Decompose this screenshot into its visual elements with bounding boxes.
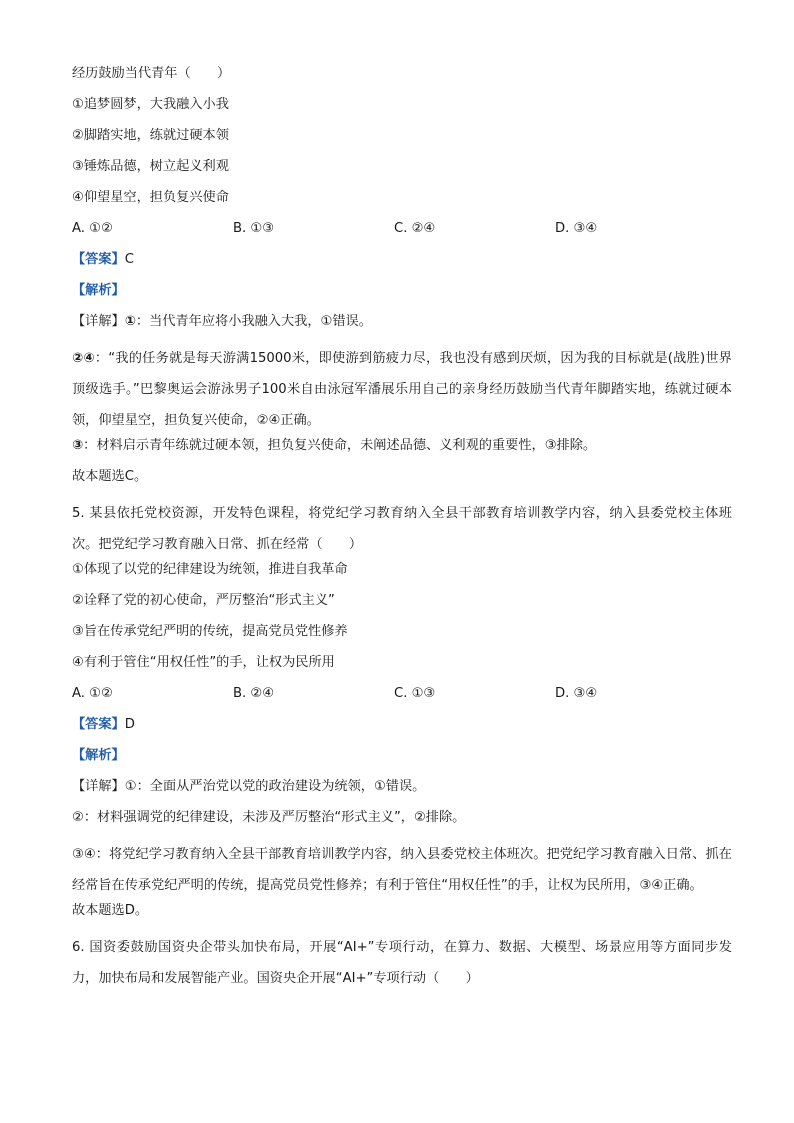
q4-answer: [72, 250, 732, 281]
q4-item-3: ③锤炼品德，树立起义利观: [72, 159, 229, 174]
q4-option-a: A. ①②: [72, 221, 113, 236]
q4-detail-3: ③：材料启示青年练就过硬本领，担负复兴使命，未阐述品德、义利观的重要性，③排除。: [72, 438, 597, 453]
q4-analysis-label: 【解析】: [72, 283, 125, 298]
answer-label: 【答案】: [72, 252, 125, 267]
q5-analysis-label: 【解析】: [72, 748, 125, 763]
document-page: [72, 64, 732, 994]
q4-options: [72, 219, 732, 250]
q5-detail-3: ③④：将党纪学习教育纳入全县干部教育培训教学内容，纳入县委党校主体班次。把党纪学习教育融入日常、抓在经常旨在传承党纪严明的传统，提高党员党性修养；有利于管住“用权任性”的手，让权为民所用，③④正确。: [72, 847, 732, 893]
detail-label: 【详解】: [72, 314, 125, 329]
q4-option-b: B. ①③: [233, 221, 275, 236]
q4-item-4: ④仰望星空，担负复兴使命: [72, 190, 229, 205]
q6-stem: 6. 国资委鼓励国资央企带头加快布局，开展“AI+”专项行动，在算力、数据、大模型、场景应用等方面同步发力，加快布局和发展智能产业。国资央企开展“AI+”专项行动（ ）: [72, 940, 732, 986]
q5-option-a: A. ①②: [72, 686, 113, 701]
q4-detail-1: 【详解】①：当代青年应将小我融入大我，①错误。: [72, 314, 372, 329]
q5-stem: 5. 某县依托党校资源，开发特色课程，将党纪学习教育纳入全县干部教育培训教学内容，纳入县委党校主体班次。把党纪学习教育融入日常、抓在经常（ ）: [72, 506, 732, 552]
q5-item-4: ④有利于管住“用权任性”的手，让权为民所用: [72, 655, 335, 670]
q5-item-3: ③旨在传承党纪严明的传统，提高党员党性修养: [72, 624, 348, 639]
answer-value: C: [124, 252, 134, 267]
q4-detail-2: ②④：“我的任务就是每天游满15000米，即使游到筋疲力尽，我也没有感到厌烦，因为我的目标就是(战胜)世界顶级选手。”巴黎奥运会游泳男子100米自由泳冠军潘展乐用自己的亲身经历鼓励当代青年脚踏实地，练就过硬本领，仰望星空，担负复兴使命，②④正确。: [72, 351, 732, 428]
q4-stem-tail: 经历鼓励当代青年（ ）: [72, 66, 231, 81]
q4-option-d: D. ③④: [555, 221, 598, 236]
q5-item-2: ②诠释了党的初心使命，严厉整治“形式主义”: [72, 593, 335, 608]
q4-conclusion: 故本题选C。: [72, 469, 148, 484]
q5-answer: 【答案】D: [72, 717, 135, 732]
q5-options: [72, 684, 732, 715]
q5-option-d: D. ③④: [555, 686, 598, 701]
q5-item-1: ①体现了以党的纪律建设为统领，推进自我革命: [72, 562, 348, 577]
q5-conclusion: 故本题选D。: [72, 903, 149, 918]
q5-detail-2: ②：材料强调党的纪律建设，未涉及严厉整治“形式主义”，②排除。: [72, 810, 466, 825]
q4-item-1: ①追梦圆梦，大我融入小我: [72, 97, 229, 112]
q5-option-b: B. ②④: [233, 686, 275, 701]
q5-detail-1: 【详解】①：全面从严治党以党的政治建设为统领，①错误。: [72, 779, 426, 794]
q5-option-c: C. ①③: [394, 686, 436, 701]
q4-option-c: C. ②④: [394, 221, 436, 236]
q4-item-2: ②脚踏实地，练就过硬本领: [72, 128, 229, 143]
